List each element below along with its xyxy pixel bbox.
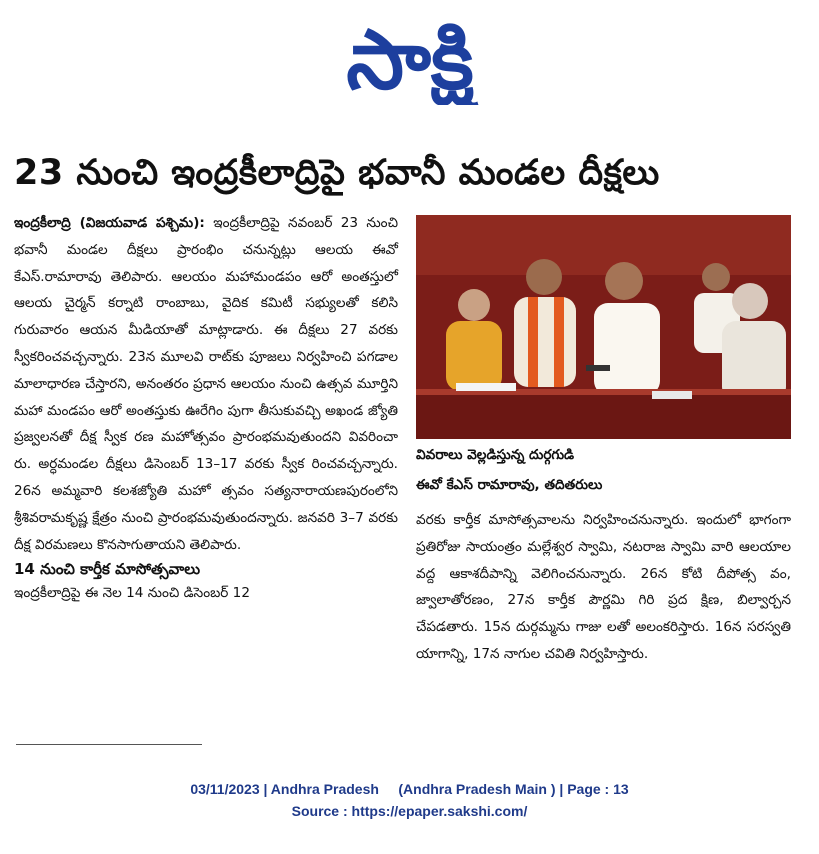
article-paragraph	[14, 210, 398, 558]
article-text: ఇంద్రకీలాద్రిపై నవంబర్ 23 నుంచి భవానీ మండల దీక్షలు ప్రారంభిం చనున్నట్లు ఆలయ ఈవో కేఎస్.రామారావు తెలిపారు. ఆలయం మహామండపం ఆరో అంతస్తులో ఆలయ చైర్మన్ కర్నాటి రాంబాబు, వైదిక కమిటీ సభ్యులతో కలిసి గురువారం ఆయన మీడియాతో మాట్లాడారు. ఈ దీక్షలు 27 వరకు స్వీకరించవచ్చన్నారు. 23న మూలవి రాట్‌కు పూజలు నిర్వహించి పగడాల మాలాధారణ చేస్తారని, అనంతరం ప్రధాన ఆలయం నుంచి ఉత్సవ మూర్తిని మహా మండపం ఆరో అంతస్తుకు ఊరేగిం పుగా తీసుకువచ్చి అఖండ జ్యోతి ప్రజ్వలనతో దీక్ష స్వీక రణ మహోత్సవం ప్రారంభమవుతుందని వివరించా రు. అర్ధమండల దీక్షలు డిసెంబర్ 13–17 వరకు స్వీక రించవచ్చన్నారు. 26న అమ్మవారి కలశజ్యోతి మహో త్సవం సత్యనారాయణపురంలోని శ్రీశివరామకృష్ణ క్షేత్రం నుంచి ప్రారంభమవుతుందన్నారు. జనవరి 3–7 వరకు దీక్ష విరమణలు కొనసాగుతాయని తెలిపారు.	[14, 215, 398, 553]
article-right-column	[416, 507, 791, 668]
article-left-column	[14, 210, 398, 607]
source-link[interactable]: Source : https://epaper.sakshi.com/	[291, 803, 528, 819]
caption-line: వివరాలు వెల్లడిస్తున్న దుర్గగుడి	[416, 447, 575, 463]
article-text: వరకు కార్తీక మాసోత్సవాలను నిర్వహించనున్నారు. ఇందులో భాగంగా ప్రతిరోజు సాయంత్రం మల్లేశ్వర స్వామి, నటరాజ స్వామి వారి ఆలయాల వద్ద ఆకాశదీపాన్ని వెలిగించనున్నారు. 26న కోటి దీపోత్స వం, జ్వాలాతోరణం, 27న కార్తీక పౌర్ణమి గిరి ప్రద క్షిణ, బిల్వార్చన చేపడతారు. 15న దుర్గమ్మను గాజు లతో అలంకరిస్తారు. 16న సరస్వతి యాగాన్ని, 17న నాగుల చవితి నిర్వహిస్తారు.	[416, 512, 791, 662]
headline: 23 నుంచి ఇంద్రకీలాద్రిపై భవానీ మండల దీక్షలు	[14, 153, 660, 193]
sakshi-logo	[300, 10, 520, 105]
edition-info: 03/11/2023 | Andhra Pradesh (Andhra Pradesh Main ) | Page : 13	[190, 781, 629, 797]
dateline: ఇంద్రకీలాద్రి (విజయవాడ పశ్చిమ):	[14, 215, 205, 231]
news-photo	[416, 215, 791, 439]
column-end-rule	[16, 744, 202, 745]
subheading: 14 నుంచి కార్తీక మాసోత్సవాలు	[14, 560, 201, 579]
photo-caption	[416, 440, 791, 500]
logo-text: సాక్షి	[346, 13, 474, 105]
photo-illustration	[416, 215, 791, 439]
logo-mark	[300, 10, 520, 105]
page-footer	[0, 778, 819, 822]
caption-line: ఈవో కేఎస్ రామారావు, తదితరులు	[416, 477, 603, 493]
article-text-continued: ఇంద్రకీలాద్రిపై ఈ నెల 14 నుంచి డిసెంబర్ 12	[14, 585, 250, 602]
